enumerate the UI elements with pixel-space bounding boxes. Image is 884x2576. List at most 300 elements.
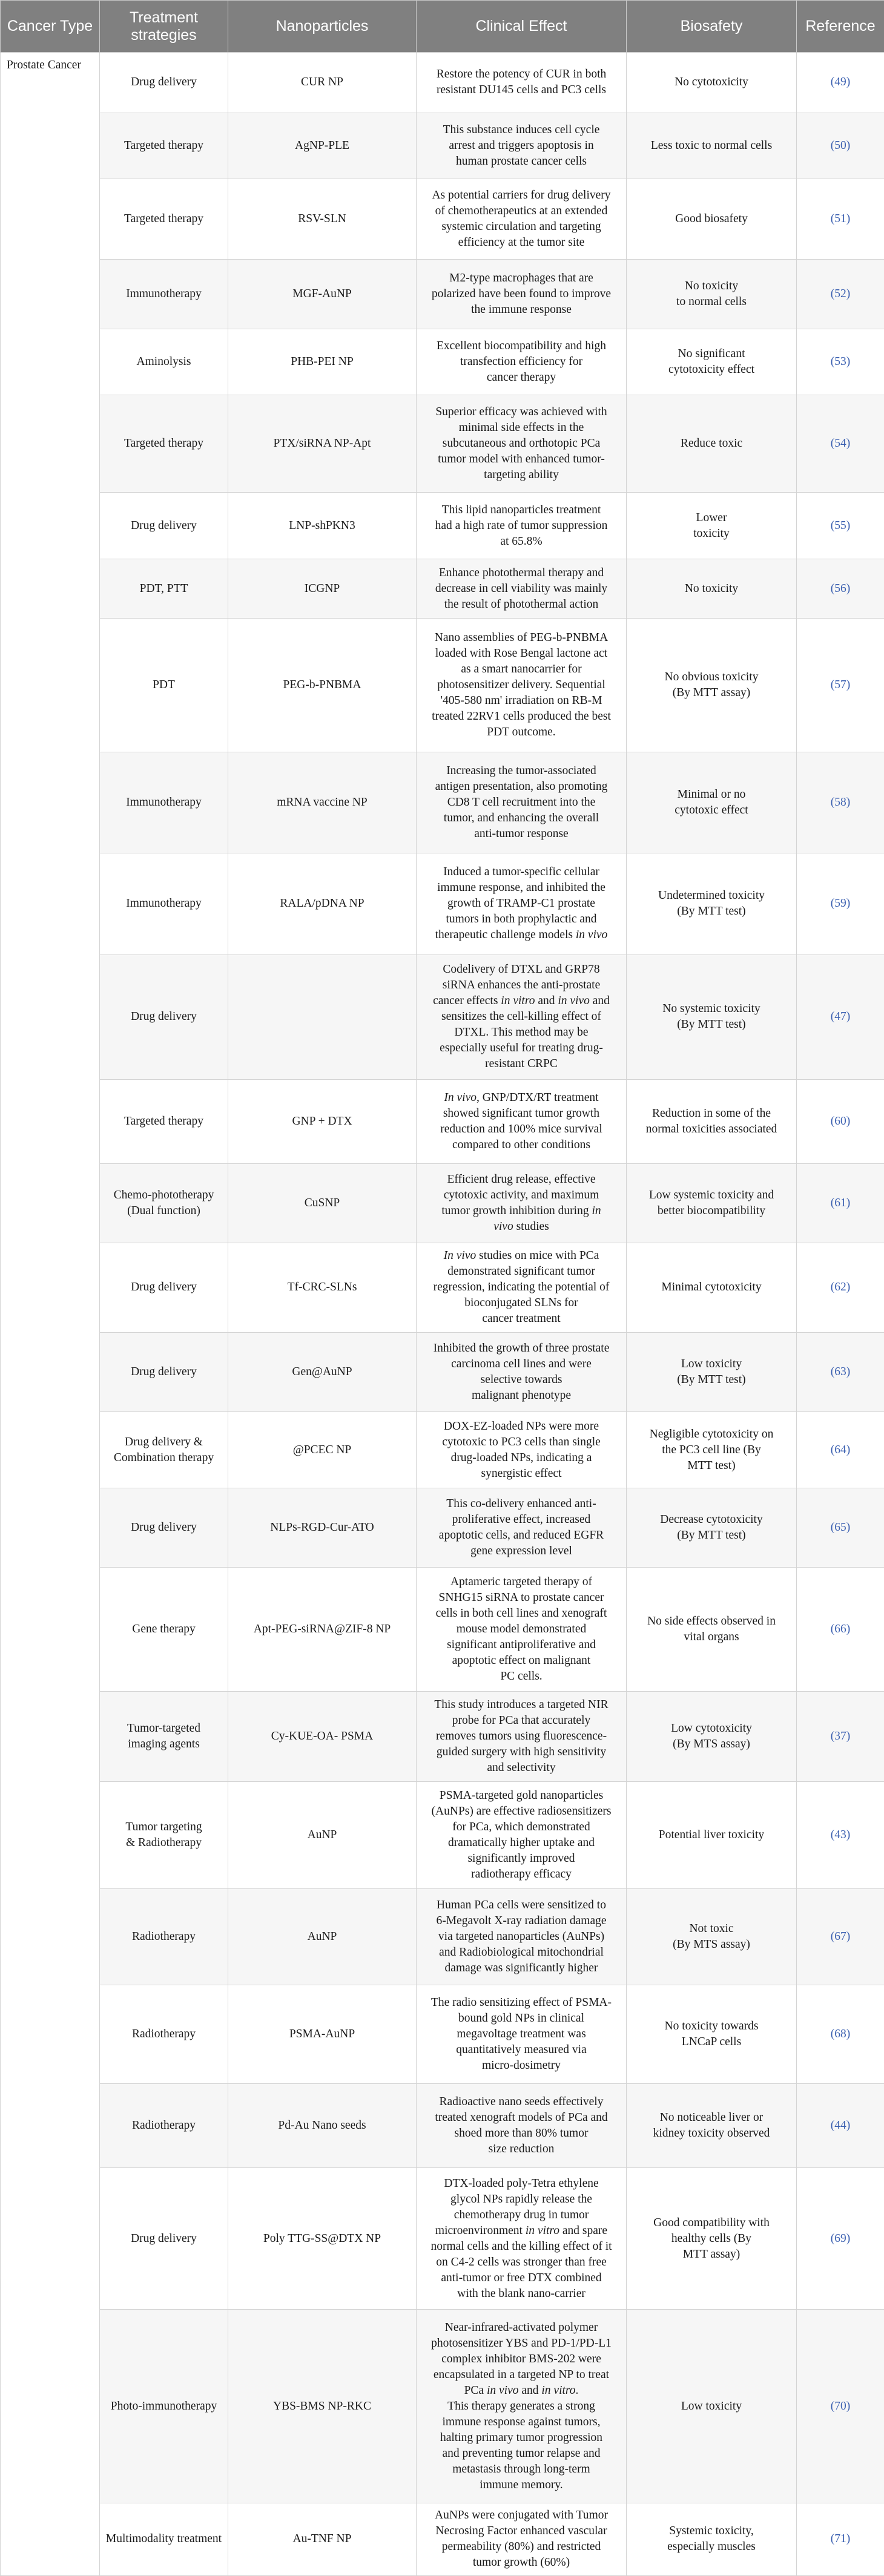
treatment-strategy-cell: [100, 1333, 228, 1412]
effect-text: PCa: [464, 2384, 487, 2397]
effect-line: [421, 1090, 621, 1106]
table-row: [1, 1333, 884, 1412]
biosafety-line: No toxicity: [684, 582, 739, 595]
effect-text: resistant CRPC: [485, 1057, 558, 1071]
biosafety-line: (By MTT test): [677, 905, 746, 918]
header-clinical-effect: Clinical Effect: [417, 1, 627, 53]
clinical-effect-cell: [417, 1567, 627, 1691]
effect-text: metastasis through long-term: [452, 2462, 590, 2476]
effect-text: and: [589, 994, 610, 1008]
biosafety-line: the PC3 cell line (By: [662, 1443, 761, 1456]
effect-line: [421, 978, 621, 993]
biosafety-line: Reduction in some of the: [651, 1106, 771, 1120]
reference-link[interactable]: (69): [797, 2168, 884, 2310]
clinical-effect-cell: [417, 1243, 627, 1332]
effect-text: cytotoxic activity, and maximum: [443, 1188, 599, 1201]
effect-line: [421, 2367, 621, 2383]
strategy-line: Targeted therapy: [124, 437, 203, 450]
effect-text: .: [575, 2384, 579, 2397]
reference-link[interactable]: (49): [797, 53, 884, 113]
effect-text: minimal side effects in the: [458, 421, 584, 435]
biosafety-cell: [627, 1692, 797, 1781]
effect-text: photosensitizer YBS and PD-1/PD-L1: [431, 2336, 612, 2350]
effect-text: loaded with Rose Bengal lactone act: [435, 646, 608, 660]
reference-link[interactable]: (62): [797, 1243, 884, 1332]
biosafety-line: Low systemic toxicity and: [648, 1188, 774, 1201]
biosafety-line: Negligible cytotoxicity on: [649, 1427, 774, 1441]
effect-text: Radioactive nano seeds effectively: [439, 2095, 604, 2108]
table-row: [1, 1567, 884, 1691]
effect-text: removes tumors using fluorescence-: [435, 1730, 607, 1743]
clinical-effect-cell: [417, 752, 627, 853]
effect-line: [421, 370, 621, 386]
reference-link[interactable]: (71): [797, 2503, 884, 2575]
reference-link[interactable]: (56): [797, 559, 884, 619]
effect-line: [421, 2270, 621, 2286]
effect-text: and: [535, 994, 558, 1008]
effect-text: size reduction: [488, 2142, 555, 2155]
clinical-effect-cell: [417, 395, 627, 493]
effect-text: on C4-2 cells was stronger than free: [436, 2255, 607, 2269]
reference-link[interactable]: (61): [797, 1164, 884, 1243]
effect-line: [421, 2414, 621, 2430]
nanoparticle-cell: Au-TNF NP: [228, 2503, 417, 2575]
strategy-line: (Dual function): [127, 1204, 200, 1217]
strategy-line: Combination therapy: [113, 1451, 214, 1464]
biosafety-cell: [627, 2168, 797, 2310]
effect-line: [421, 1280, 621, 1295]
biosafety-line: Not toxic: [689, 1922, 734, 1935]
strategy-line: Targeted therapy: [124, 212, 203, 225]
clinical-effect-cell: [417, 1079, 627, 1164]
biosafety-cell: [627, 752, 797, 853]
effect-line: [421, 1356, 621, 1372]
effect-line: [421, 1606, 621, 1622]
clinical-effect-cell: [417, 1781, 627, 1888]
nanoparticle-cell: @PCEC NP: [228, 1411, 417, 1488]
effect-text: microenvironment: [435, 2224, 526, 2237]
biosafety-line: (By MTT test): [677, 1018, 746, 1031]
treatment-strategy-cell: [100, 395, 228, 493]
strategy-line: Drug delivery &: [125, 1435, 203, 1448]
clinical-effect-cell: [417, 259, 627, 329]
effect-line: [421, 1137, 621, 1153]
reference-link[interactable]: (68): [797, 1985, 884, 2084]
effect-text: immune response, and inhibited the: [437, 881, 605, 895]
effect-text: This lipid nanoparticles treatment: [441, 503, 601, 516]
clinical-effect-cell: [417, 2083, 627, 2168]
biosafety-line: No side effects observed in: [647, 1615, 776, 1628]
reference-link[interactable]: (47): [797, 955, 884, 1079]
effect-line: [421, 646, 621, 662]
biosafety-line: No obvious toxicity: [664, 670, 759, 683]
effect-text: antigen presentation, also promoting: [435, 780, 608, 793]
effect-text: PSMA-targeted gold nanoparticles: [439, 1789, 604, 1802]
effect-text: reduction and 100% mice survival: [440, 1122, 602, 1135]
table-row: [1, 1411, 884, 1488]
clinical-effect-cell: [417, 2503, 627, 2575]
clinical-effect-cell: [417, 955, 627, 1079]
effect-line: [421, 302, 621, 318]
biosafety-line: Low toxicity: [681, 1358, 742, 1370]
effect-line: [421, 1372, 621, 1388]
effect-text: Codelivery of DTXL and GRP78: [443, 963, 600, 976]
effect-text: for PCa, which demonstrated: [452, 1820, 590, 1833]
effect-text: This substance induces cell cycle: [443, 123, 600, 136]
effect-text: quantitatively measured via: [456, 2043, 587, 2056]
effect-text: DTXL. This method may be: [454, 1026, 589, 1039]
reference-link[interactable]: (65): [797, 1488, 884, 1568]
effect-line: [421, 2026, 621, 2042]
reference-link[interactable]: (53): [797, 329, 884, 395]
strategy-line: Gene therapy: [132, 1623, 196, 1636]
effect-text: anti-tumor or free DTX combined: [441, 2271, 602, 2284]
effect-line: [421, 502, 621, 518]
strategy-line: Immunotherapy: [126, 897, 202, 910]
effect-text: M2-type macrophages that are: [449, 271, 593, 284]
effect-text: had a high rate of tumor suppression: [435, 519, 608, 532]
effect-text: in vivo: [575, 928, 608, 942]
effect-line: [421, 138, 621, 154]
nanoparticle-cell: Gen@AuNP: [228, 1333, 417, 1412]
nanoparticle-cell: Poly TTG-SS@DTX NP: [228, 2168, 417, 2310]
treatment-strategy-cell: [100, 955, 228, 1079]
biosafety-line: (By MTS assay): [673, 1937, 750, 1951]
effect-text: glycol NPs rapidly release the: [450, 2192, 592, 2206]
effect-text: Excellent biocompatibility and high: [437, 339, 606, 352]
biosafety-cell: [627, 955, 797, 1079]
effect-line: [421, 2223, 621, 2239]
effect-text: The radio sensitizing effect of PSMA-: [430, 1996, 612, 2009]
biosafety-line: normal toxicities associated: [645, 1122, 777, 1135]
effect-text: apoptotic effect on malignant: [452, 1654, 591, 1668]
biosafety-cell: [627, 493, 797, 559]
table-row: [1, 1781, 884, 1888]
table-row: [1, 853, 884, 954]
clinical-effect-cell: [417, 53, 627, 113]
biosafety-cell: [627, 395, 797, 493]
nanoparticle-cell: Pd-Au Nano seeds: [228, 2083, 417, 2168]
effect-text: photosensitizer delivery. Sequential: [437, 678, 605, 691]
reference-link[interactable]: (44): [797, 2083, 884, 2168]
effect-text: and selectivity: [487, 1761, 556, 1775]
biosafety-cell: [627, 259, 797, 329]
effect-line: [421, 677, 621, 693]
treatment-strategy-cell: [100, 53, 228, 113]
effect-text: , GNP/DTX/RT treatment: [477, 1091, 599, 1104]
table-row: [1, 1488, 884, 1568]
biosafety-cell: [627, 1567, 797, 1691]
reference-link[interactable]: (67): [797, 1888, 884, 1985]
effect-text: compared to other conditions: [452, 1138, 590, 1151]
effect-text: selective towards: [480, 1373, 562, 1386]
effect-line: [421, 67, 621, 82]
effect-text: in vitro: [541, 2384, 576, 2397]
nanoparticle-cell: CUR NP: [228, 53, 417, 113]
reference-link[interactable]: (52): [797, 259, 884, 329]
reference-link[interactable]: (57): [797, 619, 884, 752]
effect-line: [421, 1219, 621, 1235]
effect-line: [421, 630, 621, 646]
effect-line: [421, 2192, 621, 2207]
table-row: [1, 329, 884, 395]
table-row: [1, 259, 884, 329]
effect-text: in vivo: [558, 994, 590, 1008]
strategy-line: Drug delivery: [131, 76, 197, 89]
biosafety-cell: [627, 559, 797, 619]
reference-link[interactable]: (43): [797, 1781, 884, 1888]
effect-text: demonstrated significant tumor: [447, 1265, 595, 1278]
treatment-strategy-cell: [100, 179, 228, 259]
header-row: [1, 1, 884, 53]
table-row: [1, 559, 884, 619]
nanoparticle-cell: GNP + DTX: [228, 1079, 417, 1164]
effect-line: [421, 1512, 621, 1528]
effect-text: halting primary tumor progression: [440, 2431, 603, 2444]
strategy-line: Drug delivery: [131, 1521, 197, 1534]
effect-text: 6-Megavolt X-ray radiation damage: [436, 1914, 607, 1927]
effect-line: [421, 1995, 621, 2011]
clinical-effect-cell: [417, 1488, 627, 1568]
treatment-strategy-cell: [100, 1567, 228, 1691]
clinical-effect-cell: [417, 1164, 627, 1243]
effect-text: resistant DU145 cells and PC3 cells: [437, 84, 606, 97]
effect-line: [421, 912, 621, 927]
effect-line: [421, 662, 621, 677]
effect-line: [421, 962, 621, 978]
effect-line: [421, 1929, 621, 1945]
effect-text: cytotoxic to PC3 cells than single: [442, 1435, 601, 1448]
nanoparticle-cell: YBS-BMS NP-RKC: [228, 2310, 417, 2503]
clinical-effect-cell: [417, 853, 627, 954]
nanoparticle-cell: PTX/siRNA NP-Apt: [228, 395, 417, 493]
biosafety-line: Less toxic to normal cells: [650, 139, 773, 152]
treatment-strategy-cell: [100, 559, 228, 619]
biosafety-line: Minimal cytotoxicity: [661, 1281, 762, 1294]
reference-link[interactable]: (64): [797, 1411, 884, 1488]
nanoparticle-cell: Cy-KUE-OA- PSMA: [228, 1692, 417, 1781]
effect-line: [421, 2430, 621, 2446]
effect-text: cancer therapy: [486, 370, 556, 384]
effect-text: tumor model with enhanced tumor-: [438, 453, 605, 466]
effect-line: [421, 1713, 621, 1729]
biosafety-line: Good compatibility with: [653, 2216, 770, 2229]
effect-text: normal cells and the killing effect of it: [430, 2239, 612, 2253]
effect-line: [421, 404, 621, 420]
table-row: [1, 179, 884, 259]
treatment-strategy-cell: [100, 2310, 228, 2503]
effect-line: [421, 2239, 621, 2255]
table-row: [1, 955, 884, 1079]
effect-text: treated xenograft models of PCa and: [435, 2111, 608, 2124]
clinical-effect-cell: [417, 2168, 627, 2310]
reference-link[interactable]: (51): [797, 179, 884, 259]
reference-link[interactable]: (54): [797, 395, 884, 493]
effect-text: cells in both cell lines and xenograft: [435, 1607, 607, 1620]
reference-link[interactable]: (59): [797, 853, 884, 954]
effect-line: [421, 2286, 621, 2302]
strategy-line: imaging agents: [128, 1738, 200, 1751]
biosafety-cell: [627, 113, 797, 179]
effect-line: [421, 1466, 621, 1482]
strategy-line: Photo-immunotherapy: [110, 2399, 217, 2413]
effect-line: [421, 2336, 621, 2351]
effect-line: [421, 1496, 621, 1512]
effect-line: [421, 1203, 621, 1219]
reference-link[interactable]: (37): [797, 1692, 884, 1781]
effect-line: [421, 452, 621, 467]
effect-line: [421, 2399, 621, 2414]
strategy-line: Drug delivery: [131, 1281, 197, 1294]
reference-link[interactable]: (58): [797, 752, 884, 853]
strategy-line: & Radiotherapy: [125, 1836, 202, 1849]
nanoparticle-cell: Apt-PEG-siRNA@ZIF-8 NP: [228, 1567, 417, 1691]
effect-text: This study introduces a targeted NIR: [434, 1698, 609, 1712]
reference-link[interactable]: (66): [797, 1567, 884, 1691]
table-row: [1, 1243, 884, 1332]
effect-text: bioconjugated SLNs for: [464, 1296, 578, 1310]
clinical-effect-cell: [417, 1333, 627, 1412]
effect-line: [421, 1188, 621, 1203]
table-row: [1, 1985, 884, 2084]
effect-text: complex inhibitor BMS-202 were: [441, 2352, 601, 2365]
effect-text: radiotherapy efficacy: [471, 1867, 572, 1881]
table-row: [1, 1888, 884, 1985]
clinical-effect-cell: [417, 2310, 627, 2503]
table-row: [1, 2168, 884, 2310]
strategy-line: Drug delivery: [131, 2232, 197, 2245]
effect-text: synergistic effect: [481, 1467, 562, 1480]
effect-text: megavoltage treatment was: [457, 2027, 586, 2040]
biosafety-line: No toxicity towards: [664, 2019, 759, 2032]
effect-text: in vitro: [501, 994, 535, 1008]
biosafety-line: better biocompatibility: [657, 1204, 766, 1217]
reference-link[interactable]: (50): [797, 113, 884, 179]
effect-text: sensitizes the cell-killing effect of: [441, 1010, 601, 1024]
effect-text: This therapy generates a strong: [447, 2399, 595, 2413]
effect-line: [421, 1295, 621, 1311]
effect-text: tumor growth (60%): [472, 2556, 570, 2569]
effect-text: treated 22RV1 cells produced the best: [432, 709, 611, 723]
reference-link[interactable]: (60): [797, 1079, 884, 1164]
effect-line: [421, 271, 621, 286]
effect-text: PC cells.: [500, 1670, 543, 1683]
treatment-strategy-cell: [100, 1164, 228, 1243]
nanoparticle-cell: [228, 955, 417, 1079]
effect-line: [421, 2207, 621, 2223]
effect-line: [421, 1388, 621, 1404]
effect-text: Restore the potency of CUR in both: [436, 68, 607, 81]
biosafety-line: vital organs: [684, 1631, 739, 1644]
reference-link[interactable]: (70): [797, 2310, 884, 2503]
effect-line: [421, 2320, 621, 2336]
effect-text: damage was significantly higher: [444, 1961, 598, 1974]
effect-line: [421, 1788, 621, 1804]
effect-text: tumor, and enhancing the overall: [443, 811, 599, 824]
effect-line: [421, 2351, 621, 2367]
effect-text: immune response against tumors,: [442, 2415, 601, 2428]
effect-line: [421, 2539, 621, 2555]
effect-line: [421, 2011, 621, 2026]
strategy-line: Tumor targeting: [125, 1820, 202, 1833]
effect-line: [421, 2383, 621, 2399]
effect-line: [421, 1760, 621, 1776]
strategy-line: Immunotherapy: [126, 795, 202, 809]
effect-text: vivo: [493, 1220, 513, 1233]
effect-line: [421, 1945, 621, 1960]
biosafety-line: MTT test): [687, 1459, 736, 1472]
effect-line: [421, 354, 621, 370]
biosafety-line: (By MTT test): [677, 1373, 746, 1386]
effect-text: shoed more than 80% tumor: [454, 2126, 589, 2140]
effect-line: [421, 880, 621, 896]
effect-line: [421, 597, 621, 613]
effect-text: decrease in cell viability was mainly: [435, 582, 608, 595]
biosafety-cell: [627, 853, 797, 954]
effect-text: Human PCa cells were sensitized to: [437, 1898, 606, 1911]
biosafety-line: cytotoxic effect: [675, 803, 748, 816]
effect-text: CD8 T cell recruitment into the: [447, 795, 596, 809]
header-cancer-type: Cancer Type: [1, 1, 100, 53]
treatment-strategy-cell: [100, 752, 228, 853]
effect-line: [421, 724, 621, 740]
effect-line: [421, 1574, 621, 1590]
effect-text: DTX-loaded poly-Tetra ethylene: [444, 2177, 599, 2190]
effect-line: [421, 2176, 621, 2192]
strategy-line: Drug delivery: [131, 1010, 197, 1024]
effect-line: [421, 286, 621, 302]
biosafety-line: Decrease cytotoxicity: [660, 1513, 763, 1526]
effect-text: and spare: [559, 2224, 608, 2237]
strategy-line: Multimodality treatment: [105, 2532, 222, 2546]
effect-line: [421, 864, 621, 880]
effect-line: [421, 1590, 621, 1606]
nanoparticle-cell: PEG-b-PNBMA: [228, 619, 417, 752]
effect-line: [421, 693, 621, 709]
clinical-effect-cell: [417, 1411, 627, 1488]
treatment-strategy-cell: [100, 1488, 228, 1568]
effect-line: [421, 1009, 621, 1025]
effect-line: [421, 2555, 621, 2571]
effect-text: Increasing the tumor-associated: [446, 764, 596, 777]
reference-link[interactable]: (63): [797, 1333, 884, 1412]
effect-text: Induced a tumor-specific cellular: [443, 866, 599, 879]
biosafety-cell: [627, 2503, 797, 2575]
effect-line: [421, 420, 621, 436]
effect-line: [421, 2094, 621, 2110]
effect-text: Near-infrared-activated polymer: [444, 2321, 598, 2334]
effect-text: mouse model demonstrated: [456, 1623, 587, 1636]
biosafety-line: Systemic toxicity,: [669, 2525, 754, 2538]
effect-text: malignant phenotype: [471, 1389, 572, 1402]
treatment-strategy-cell: [100, 853, 228, 954]
treatment-strategy-cell: [100, 259, 228, 329]
effect-line: [421, 1543, 621, 1559]
effect-text: Efficient drug release, effective: [447, 1172, 596, 1186]
table-row: [1, 752, 884, 853]
effect-text: human prostate cancer cells: [455, 154, 587, 168]
reference-link[interactable]: (55): [797, 493, 884, 559]
strategy-line: Chemo-phototherapy: [113, 1188, 214, 1201]
effect-line: [421, 927, 621, 943]
effect-line: [421, 203, 621, 219]
effect-line: [421, 581, 621, 597]
strategy-line: PDT: [153, 678, 175, 691]
effect-text: '405-580 nm' irradiation on RB-M: [440, 694, 602, 707]
biosafety-line: No cytotoxicity: [675, 76, 748, 89]
biosafety-cell: [627, 1888, 797, 1985]
effect-text: probe for PCa that accurately: [452, 1714, 591, 1727]
